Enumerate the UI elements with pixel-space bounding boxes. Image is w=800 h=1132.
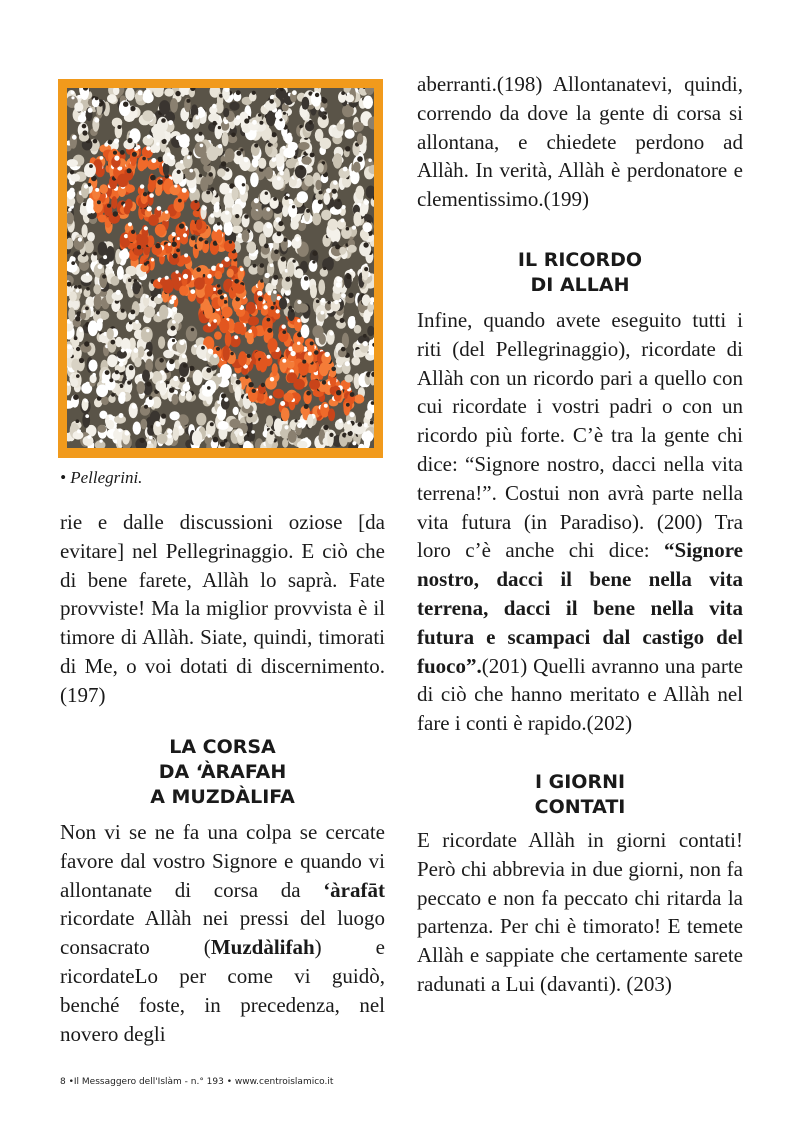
text-span: Non vi se ne fa una colpa se cercate favore dal vostro Signore e quando vi allontanate di corsa da	[60, 820, 385, 902]
photo-frame	[58, 79, 383, 458]
paragraph-203: E ricordate Allàh in giorni contati! Però chi abbrevia in due giorni, non fa peccato e non fa peccato chi ritarda la partenza. Per chi è timorato! E temete Allàh e sappiate che certamente sarete radunati a Lui (davanti). (203)	[417, 828, 743, 996]
text-span: ) e ricordateLo per come vi guidò, benché foste, in precedenza, nel novero degli	[60, 935, 385, 1046]
paragraph-200-202	[417, 306, 743, 738]
heading-line: DI ALLAH	[530, 274, 630, 296]
bold-term-muzdalifah: Muzdàlifah	[210, 935, 315, 960]
right-column-text-2	[417, 306, 743, 738]
text-span: (201) Quelli avranno una parte di ciò che hanno meritato e Allàh nel fare i conti è rapido.(202)	[417, 653, 743, 736]
heading-line: DA ‘ÀRAFAH	[158, 761, 287, 783]
paragraph-197: rie e dalle discussioni oziose [da evitare] nel Pellegrinaggio. E ciò che di bene farete, Allàh lo saprà. Fate provviste! Ma la miglior provvista è il timore di Allàh. Siate, quindi, timorati di Me, o voi dotati di discernimento.(197)	[60, 510, 385, 707]
right-column-text-3	[417, 826, 743, 999]
text-span: ricordate Allàh nei pressi del luogo consacrato (	[60, 906, 385, 960]
left-column-text-2	[60, 818, 385, 1048]
heading-il-ricordo	[417, 248, 743, 298]
heading-line: LA CORSA	[169, 736, 276, 758]
heading-la-corsa	[60, 735, 385, 810]
bold-quote: “Signore nostro, dacci il bene nella vita terrena, dacci il bene nella vita futura e scampaci dal castigo del fuoco”.	[417, 538, 743, 678]
paragraph-199: aberranti.(198) Allontanatevi, quindi, correndo da dove la gente di corsa si allontana, e chiedete perdono ad Allàh. In verità, Allàh è perdonatore e clementissimo.(199)	[417, 72, 743, 212]
right-column-text-1	[417, 70, 743, 214]
pilgrims-photo	[67, 88, 374, 448]
page-footer: 8 •Il Messaggero dell'Islàm - n.° 193 • www.centroislamico.it	[60, 1077, 334, 1087]
pilgrims-crowd-image	[67, 88, 374, 448]
heading-line: CONTATI	[534, 796, 626, 818]
heading-i-giorni	[417, 770, 743, 820]
photo-caption: • Pellegrini.	[60, 468, 143, 487]
heading-line: I GIORNI	[534, 771, 626, 793]
bold-term-arafat: ‘àrafāt	[323, 877, 385, 902]
heading-line: A MUZDÀLIFA	[150, 786, 295, 808]
text-span: Infine, quando avete eseguito tutti i riti (del Pellegrinaggio), ricordate di Allàh con un ricordo pari a quello con cui ricordate i vostri padri o con un ricordo più forte. C’è tra la gente chi dice: “Signore nostro, dacci nella vita terrena!”. Costui non avrà parte nella vita futura (in Paradiso). (200) Tra loro c’è anche chi dice:	[417, 308, 743, 563]
heading-line: IL RICORDO	[517, 249, 643, 271]
paragraph-198	[60, 818, 385, 1048]
left-column-text-1	[60, 508, 385, 710]
